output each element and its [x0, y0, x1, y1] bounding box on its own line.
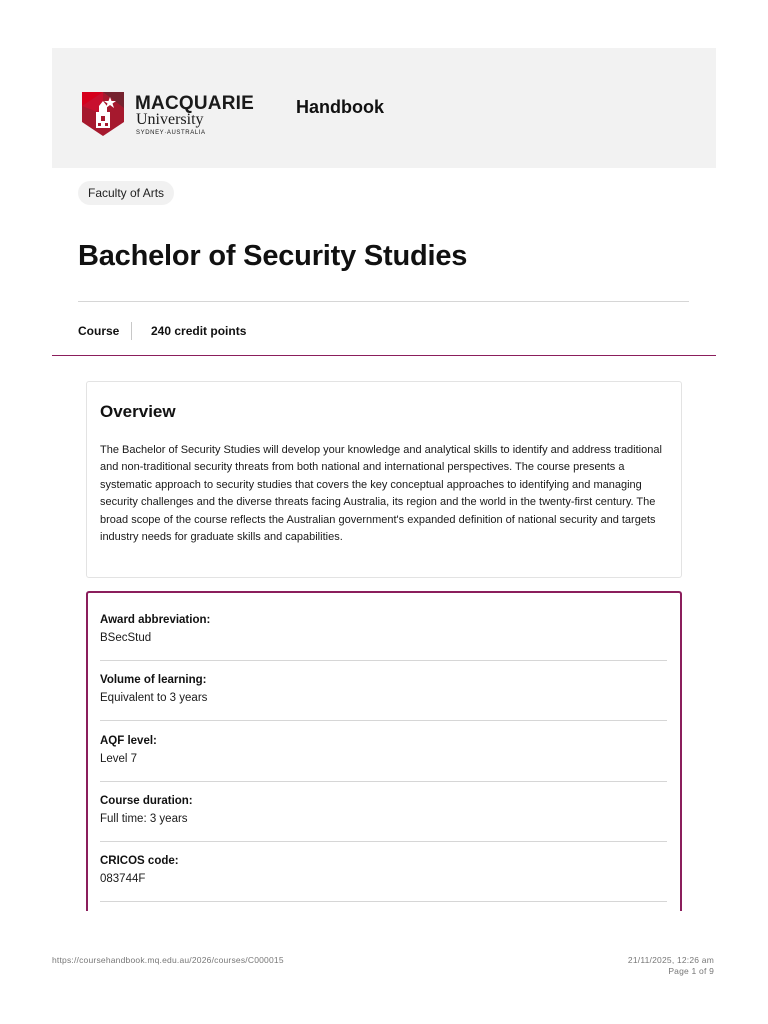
overview-card: [86, 381, 682, 578]
detail-divider: [100, 781, 667, 782]
detail-divider: [100, 841, 667, 842]
detail-label: Award abbreviation:: [100, 614, 211, 626]
faculty-tag[interactable]: Faculty of Arts: [78, 181, 174, 205]
macquarie-logo[interactable]: [82, 92, 254, 138]
detail-label: Volume of learning:: [100, 674, 207, 686]
detail-label: Course duration:: [100, 795, 193, 807]
detail-award-abbreviation: [100, 612, 667, 646]
detail-value: BSecStud: [100, 632, 152, 644]
detail-volume-of-learning: [100, 672, 667, 706]
logo-wordmark: MACQUARIE: [135, 93, 254, 114]
detail-divider: [100, 901, 667, 902]
detail-value: 083744F: [100, 873, 146, 885]
detail-value: Level 7: [100, 753, 138, 765]
detail-label: CRICOS code:: [100, 855, 179, 867]
credit-points: 240 credit points: [151, 324, 247, 338]
footer-info: [628, 955, 714, 977]
meta-separator: [131, 322, 132, 340]
detail-cricos-code: [100, 853, 667, 887]
page-title: Bachelor of Security Studies: [78, 240, 468, 272]
detail-value: Equivalent to 3 years: [100, 692, 208, 704]
detail-divider: [100, 660, 667, 661]
footer-timestamp: 21/11/2025, 12:26 am: [627, 955, 714, 965]
detail-value: Full time: 3 years: [100, 813, 188, 825]
detail-course-duration: [100, 793, 667, 827]
handbook-title[interactable]: Handbook: [296, 97, 384, 117]
title-divider: [78, 301, 689, 302]
overview-heading: Overview: [100, 402, 176, 421]
course-details-card: [86, 591, 682, 911]
accent-divider: [52, 355, 716, 356]
detail-label: AQF level:: [100, 735, 157, 747]
detail-aqf-level: [100, 733, 667, 767]
overview-text: The Bachelor of Security Studies will develop your knowledge and analytical skills to identify and address traditional and non-traditional security threats from both national and international perspectives. The course presents a systematic approach to security studies that covers the key conceptual approaches to identifying and managing security challenges and the diverse threats facing Australia, its region and the world in the twenty-first century. The broad scope of the course reflects the Australian government's expanded definition of national security and targets industry needs for graduate skills and capabilities.: [100, 444, 662, 544]
logo-subtitle: University: [136, 111, 204, 128]
course-type: Course: [78, 324, 120, 338]
logo-tagline: SYDNEY·AUSTRALIA: [136, 130, 206, 136]
header-banner: [52, 48, 716, 168]
university-crest-icon: [82, 92, 124, 136]
footer-url[interactable]: https://coursehandbook.mq.edu.au/2026/courses/C000015: [52, 955, 284, 965]
detail-divider: [100, 720, 667, 721]
footer-page-number: Page 1 of 9: [668, 966, 714, 976]
